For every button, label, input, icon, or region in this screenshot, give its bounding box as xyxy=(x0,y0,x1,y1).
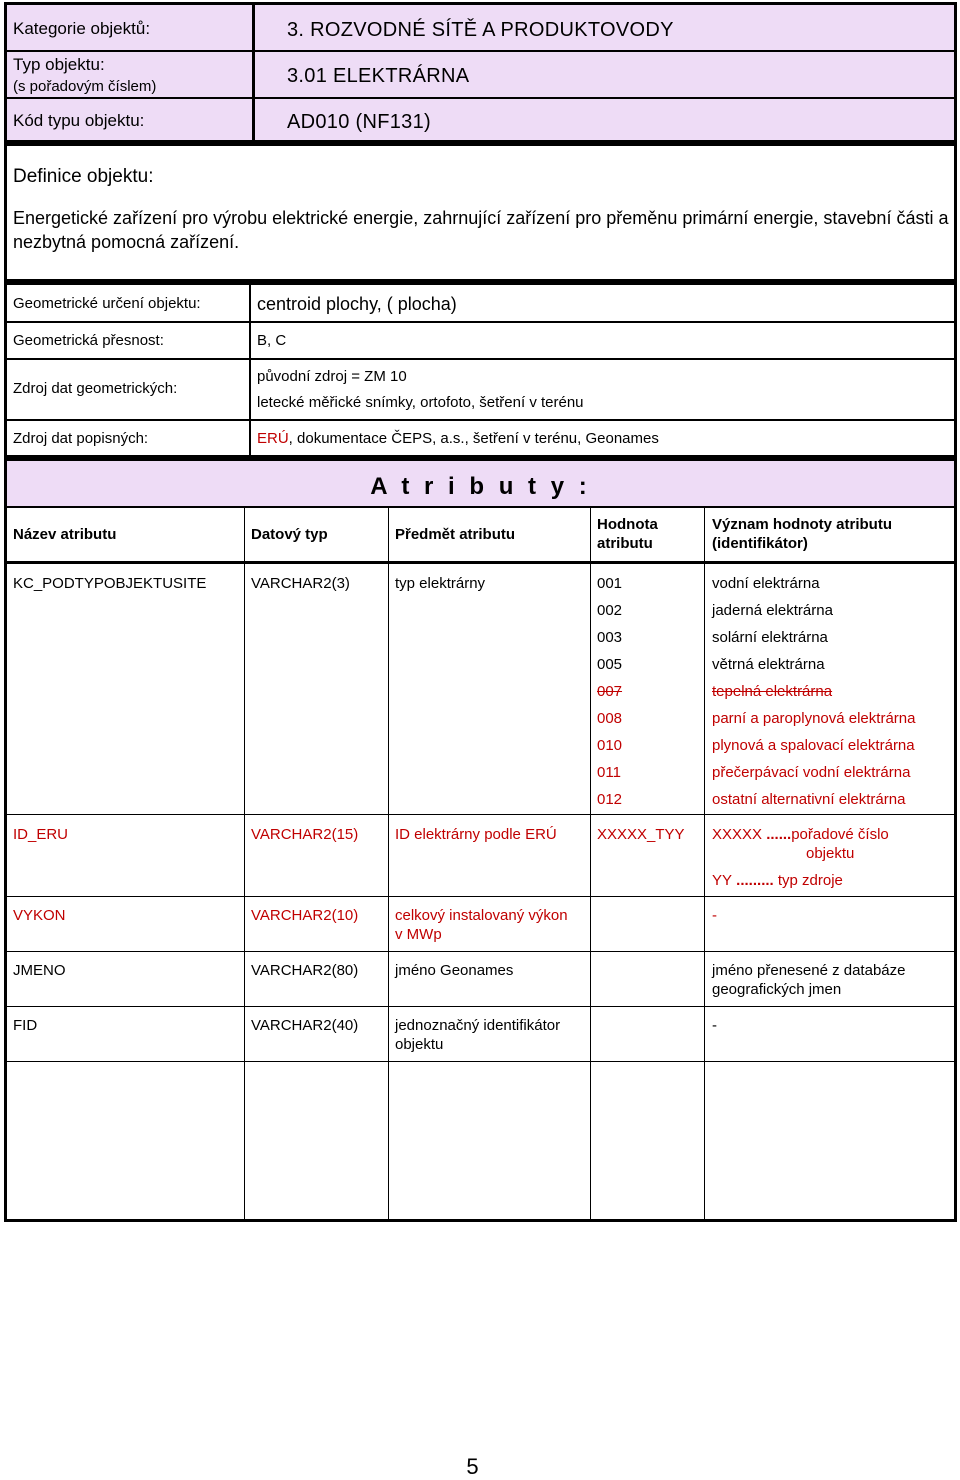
col-header-type: Datový typ xyxy=(251,526,328,543)
desc-source-eru: ERÚ xyxy=(257,430,289,447)
kc-name: KC_PODTYPOBJEKTUSITE xyxy=(13,575,207,592)
vykon-type: VARCHAR2(10) xyxy=(251,907,359,924)
kc-code: 008 xyxy=(597,710,623,727)
jmeno-meaning-1: jméno přenesené z databáze xyxy=(712,962,906,979)
geometry-section xyxy=(4,282,957,458)
desc-source-rest: , dokumentace ČEPS, a.s., šetření v terénu, Geonames xyxy=(288,430,659,447)
column-divider xyxy=(704,506,705,1219)
row-border xyxy=(7,896,954,897)
code-label: Kód typu objektu: xyxy=(13,111,145,130)
header-row-divider xyxy=(7,50,954,52)
attributes-table xyxy=(4,506,957,1222)
desc-source-value xyxy=(257,430,659,447)
vykon-meaning: - xyxy=(712,907,717,924)
kc-code-meaning: vodní elektrárna xyxy=(712,575,820,592)
kc-code: 012 xyxy=(597,791,623,808)
col-header-value: Hodnota atributu xyxy=(597,516,658,552)
object-header xyxy=(4,2,957,143)
kc-code-meaning: jaderná elektrárna xyxy=(712,602,833,619)
id-eru-meaning-1b: objektu xyxy=(806,845,855,862)
id-eru-dots: ...... xyxy=(762,826,792,843)
col-header-name: Název atributu xyxy=(13,526,117,543)
fid-meaning: - xyxy=(712,1017,717,1034)
jmeno-meaning-2: geografických jmen xyxy=(712,981,842,998)
kc-code: 005 xyxy=(597,656,623,673)
jmeno-subject: jméno Geonames xyxy=(395,962,514,979)
kc-type: VARCHAR2(3) xyxy=(251,575,350,592)
jmeno-type: VARCHAR2(80) xyxy=(251,962,359,979)
geo-precision-value: B, C xyxy=(257,332,287,349)
vykon-name: VYKON xyxy=(13,907,66,924)
geometry-divider xyxy=(249,285,251,455)
column-divider xyxy=(244,506,245,1219)
header-row-border xyxy=(7,561,954,564)
kc-code-meaning: větrná elektrárna xyxy=(712,656,825,673)
type-sublabel: (s pořadovým číslem) xyxy=(13,78,157,95)
kc-code-meaning: přečerpávací vodní elektrárna xyxy=(712,764,911,781)
id-eru-name: ID_ERU xyxy=(13,826,69,843)
row-border xyxy=(7,814,954,815)
kc-code-meaning: ostatní alternativní elektrárna xyxy=(712,791,906,808)
desc-source-label: Zdroj dat popisných: xyxy=(13,430,149,447)
kc-code: 002 xyxy=(597,602,623,619)
attributes-title-bar xyxy=(4,458,957,508)
page-number: 5 xyxy=(466,1454,479,1479)
kc-code: 011 xyxy=(597,764,621,781)
column-divider xyxy=(590,506,591,1219)
id-eru-text2: typ zdroje xyxy=(773,872,843,889)
id-eru-key: XXXXX xyxy=(712,826,763,843)
kc-subject: typ elektrárny xyxy=(395,575,486,592)
geo-determination-value: centroid plochy, ( plocha) xyxy=(257,294,457,314)
geo-source-line2: letecké měřické snímky, ortofoto, šetření v terénu xyxy=(257,394,584,411)
column-divider xyxy=(388,506,389,1219)
fid-type: VARCHAR2(40) xyxy=(251,1017,359,1034)
category-label: Kategorie objektů: xyxy=(13,19,151,38)
kc-code-meaning: parní a paroplynová elektrárna xyxy=(712,710,916,727)
header-divider xyxy=(252,5,255,140)
geo-source-line1: původní zdroj = ZM 10 xyxy=(257,368,407,385)
vykon-subject-2: v MWp xyxy=(395,926,442,943)
kc-code: 003 xyxy=(597,629,623,646)
row-border xyxy=(7,1061,954,1062)
geo-determination-label: Geometrické určení objektu: xyxy=(13,295,201,312)
definition-text: Energetické zařízení pro výrobu elektrické energie, zahrnující zařízení pro přeměnu primární energie, stavební části a nezbytná pomocná zařízení. xyxy=(13,208,949,252)
id-eru-dots2: ......... xyxy=(732,872,774,889)
code-value: AD010 (NF131) xyxy=(287,111,431,133)
kc-code-meaning: solární elektrárna xyxy=(712,629,828,646)
id-eru-text: pořadové číslo xyxy=(791,826,889,843)
fid-subject-1: jednoznačný identifikátor xyxy=(395,1017,561,1034)
geometry-row-divider xyxy=(7,419,954,421)
kc-code: 001 xyxy=(597,575,623,592)
id-eru-value: XXXXX_TYY xyxy=(597,826,685,843)
id-eru-meaning-2 xyxy=(712,871,843,890)
geo-source-label: Zdroj dat geometrických: xyxy=(13,380,178,397)
category-value: 3. ROZVODNÉ SÍTĚ A PRODUKTOVODY xyxy=(287,19,674,41)
col-header-subject: Předmět atributu xyxy=(395,526,516,543)
kc-code: 010 xyxy=(597,737,623,754)
row-border xyxy=(7,951,954,952)
jmeno-name: JMENO xyxy=(13,962,66,979)
type-value: 3.01 ELEKTRÁRNA xyxy=(287,65,470,87)
id-eru-meaning-1 xyxy=(712,825,889,844)
row-border xyxy=(7,1006,954,1007)
id-eru-subject: ID elektrárny podle ERÚ xyxy=(395,826,557,843)
fid-subject-2: objektu xyxy=(395,1036,444,1053)
definition-label: Definice objektu: xyxy=(13,166,154,187)
id-eru-type: VARCHAR2(15) xyxy=(251,826,359,843)
id-eru-key2: YY xyxy=(712,872,733,889)
definition-section xyxy=(4,143,957,282)
kc-code: 007 xyxy=(597,683,623,700)
kc-code-meaning: tepelná elektrárna xyxy=(712,683,833,700)
geometry-row-divider xyxy=(7,358,954,360)
header-row-divider xyxy=(7,97,954,99)
fid-name: FID xyxy=(13,1017,38,1034)
geo-precision-label: Geometrická přesnost: xyxy=(13,332,164,349)
col-header-meaning: Význam hodnoty atributu (identifikátor) xyxy=(712,516,892,552)
vykon-subject-1: celkový instalovaný výkon xyxy=(395,907,568,924)
geometry-row-divider xyxy=(7,321,954,323)
kc-code-meaning: plynová a spalovací elektrárna xyxy=(712,737,915,754)
attributes-title: A t r i b u t y : xyxy=(370,473,591,500)
type-label: Typ objektu: xyxy=(13,55,105,74)
